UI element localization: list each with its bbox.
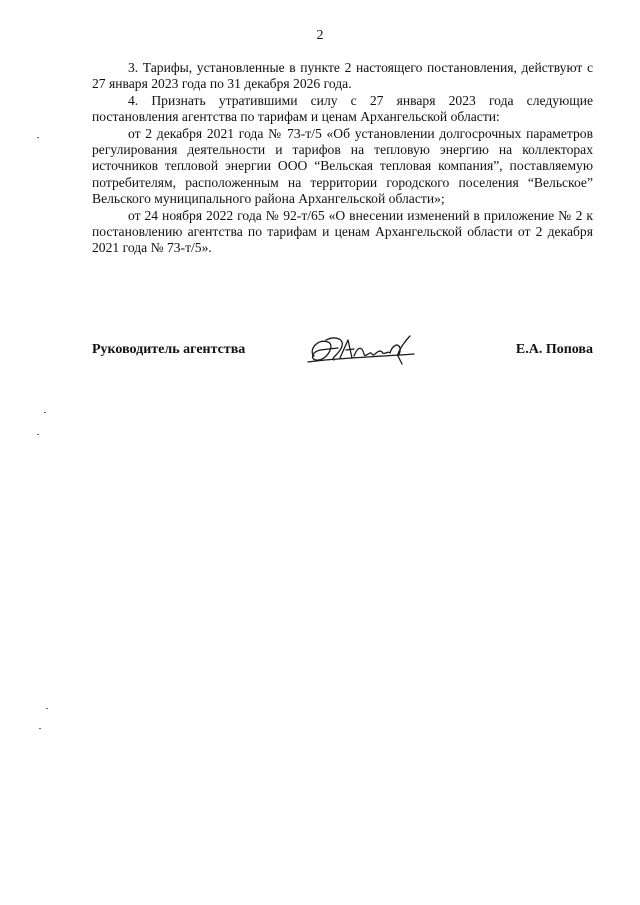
scan-speck [46,708,48,709]
scan-speck [37,137,39,138]
paragraph-item-3: 3. Тарифы, установленные в пункте 2 настоящего постановления, действуют с 27 января 2023 года по 31 декабря 2026 года. [92,60,593,92]
repealed-act-1: от 2 декабря 2021 года № 73-т/5 «Об установлении долгосрочных параметров регулирования деятельности и тарифов на тепловую энергию на коллекторах источников тепловой энергии ООО “Вельская тепловая компания”, поставляемую потребителям, расположенным на территории городского поселения “Вельское” Вельского муниципального района Архангельской области»; [92,125,593,207]
repealed-act-2: от 24 ноября 2022 года № 92-т/65 «О внесении изменений в приложение № 2 к постановлению агентства по тарифам и ценам Архангельской области от 2 декабря 2021 года № 73-т/5». [92,207,593,256]
document-body [92,60,593,257]
signatory-title: Руководитель агентства [92,342,246,357]
scan-speck [44,412,46,413]
signatory-name: Е.А. Попова [515,342,593,357]
scan-speck [39,728,41,729]
scan-speck [37,434,39,435]
page-number: 2 [316,28,324,43]
handwritten-signature [304,332,419,368]
signature-block [92,332,593,372]
paragraph-item-4: 4. Признать утратившими силу с 27 января 2023 года следующие постановления агентства по тарифам и ценам Архангельской области: [92,92,593,125]
